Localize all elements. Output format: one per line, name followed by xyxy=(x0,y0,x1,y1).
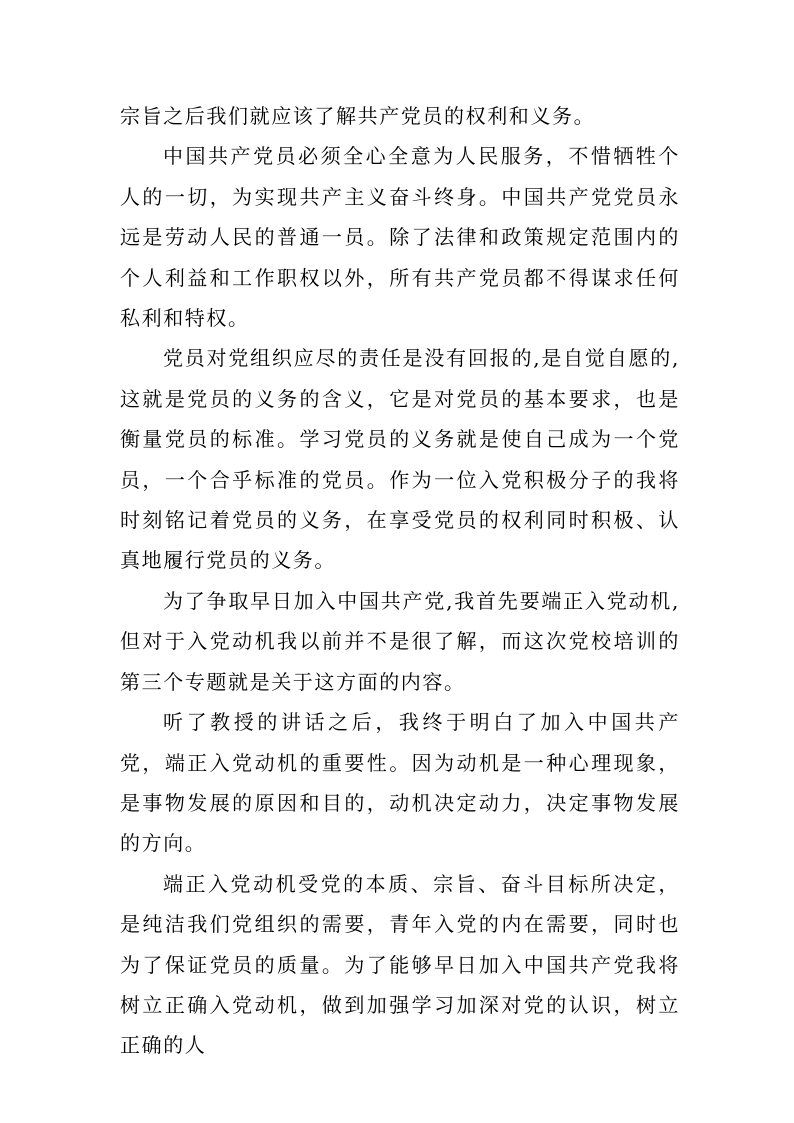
paragraph-1: 宗旨之后我们就应该了解共产党员的权利和义务。 xyxy=(120,104,596,128)
paragraph-4: 为了争取早日加入中国共产党,我首先要端正入党动机,但对于入党动机我以前并不是很了解，而这次党校培训的第三个专题就是关于这方面的内容。 xyxy=(120,588,680,694)
paragraph-5: 听了教授的讲话之后，我终于明白了加入中国共产党，端正入党动机的重要性。因为动机是一种心理现象，是事物发展的原因和目的，动机决定动力，决定事物发展的方向。 xyxy=(120,710,680,856)
paragraph-3: 党员对党组织应尽的责任是没有回报的,是自觉自愿的,这就是党员的义务的含义，它是对党员的基本要求，也是衡量党员的标准。学习党员的义务就是使自己成为一个党员，一个合乎标准的党员。作为一位入党积极分子的我将时刻铭记着党员的义务，在享受党员的权利同时积极、认真地履行党员的义务。 xyxy=(120,346,680,573)
body-text xyxy=(120,96,680,1066)
paragraph-2: 中国共产党员必须全心全意为人民服务，不惜牺牲个人的一切，为实现共产主义奋斗终身。中国共产党党员永远是劳动人民的普通一员。除了法律和政策规定范围内的个人利益和工作职权以外，所有共产党员都不得谋求任何私利和特权。 xyxy=(120,144,680,331)
paragraph-6: 端正入党动机受党的本质、宗旨、奋斗目标所决定，是纯洁我们党组织的需要，青年入党的内在需要，同时也为了保证党员的质量。为了能够早日加入中国共产党我将树立正确入党动机，做到加强学习加深对党的认识，树立正确的人 xyxy=(120,871,680,1058)
